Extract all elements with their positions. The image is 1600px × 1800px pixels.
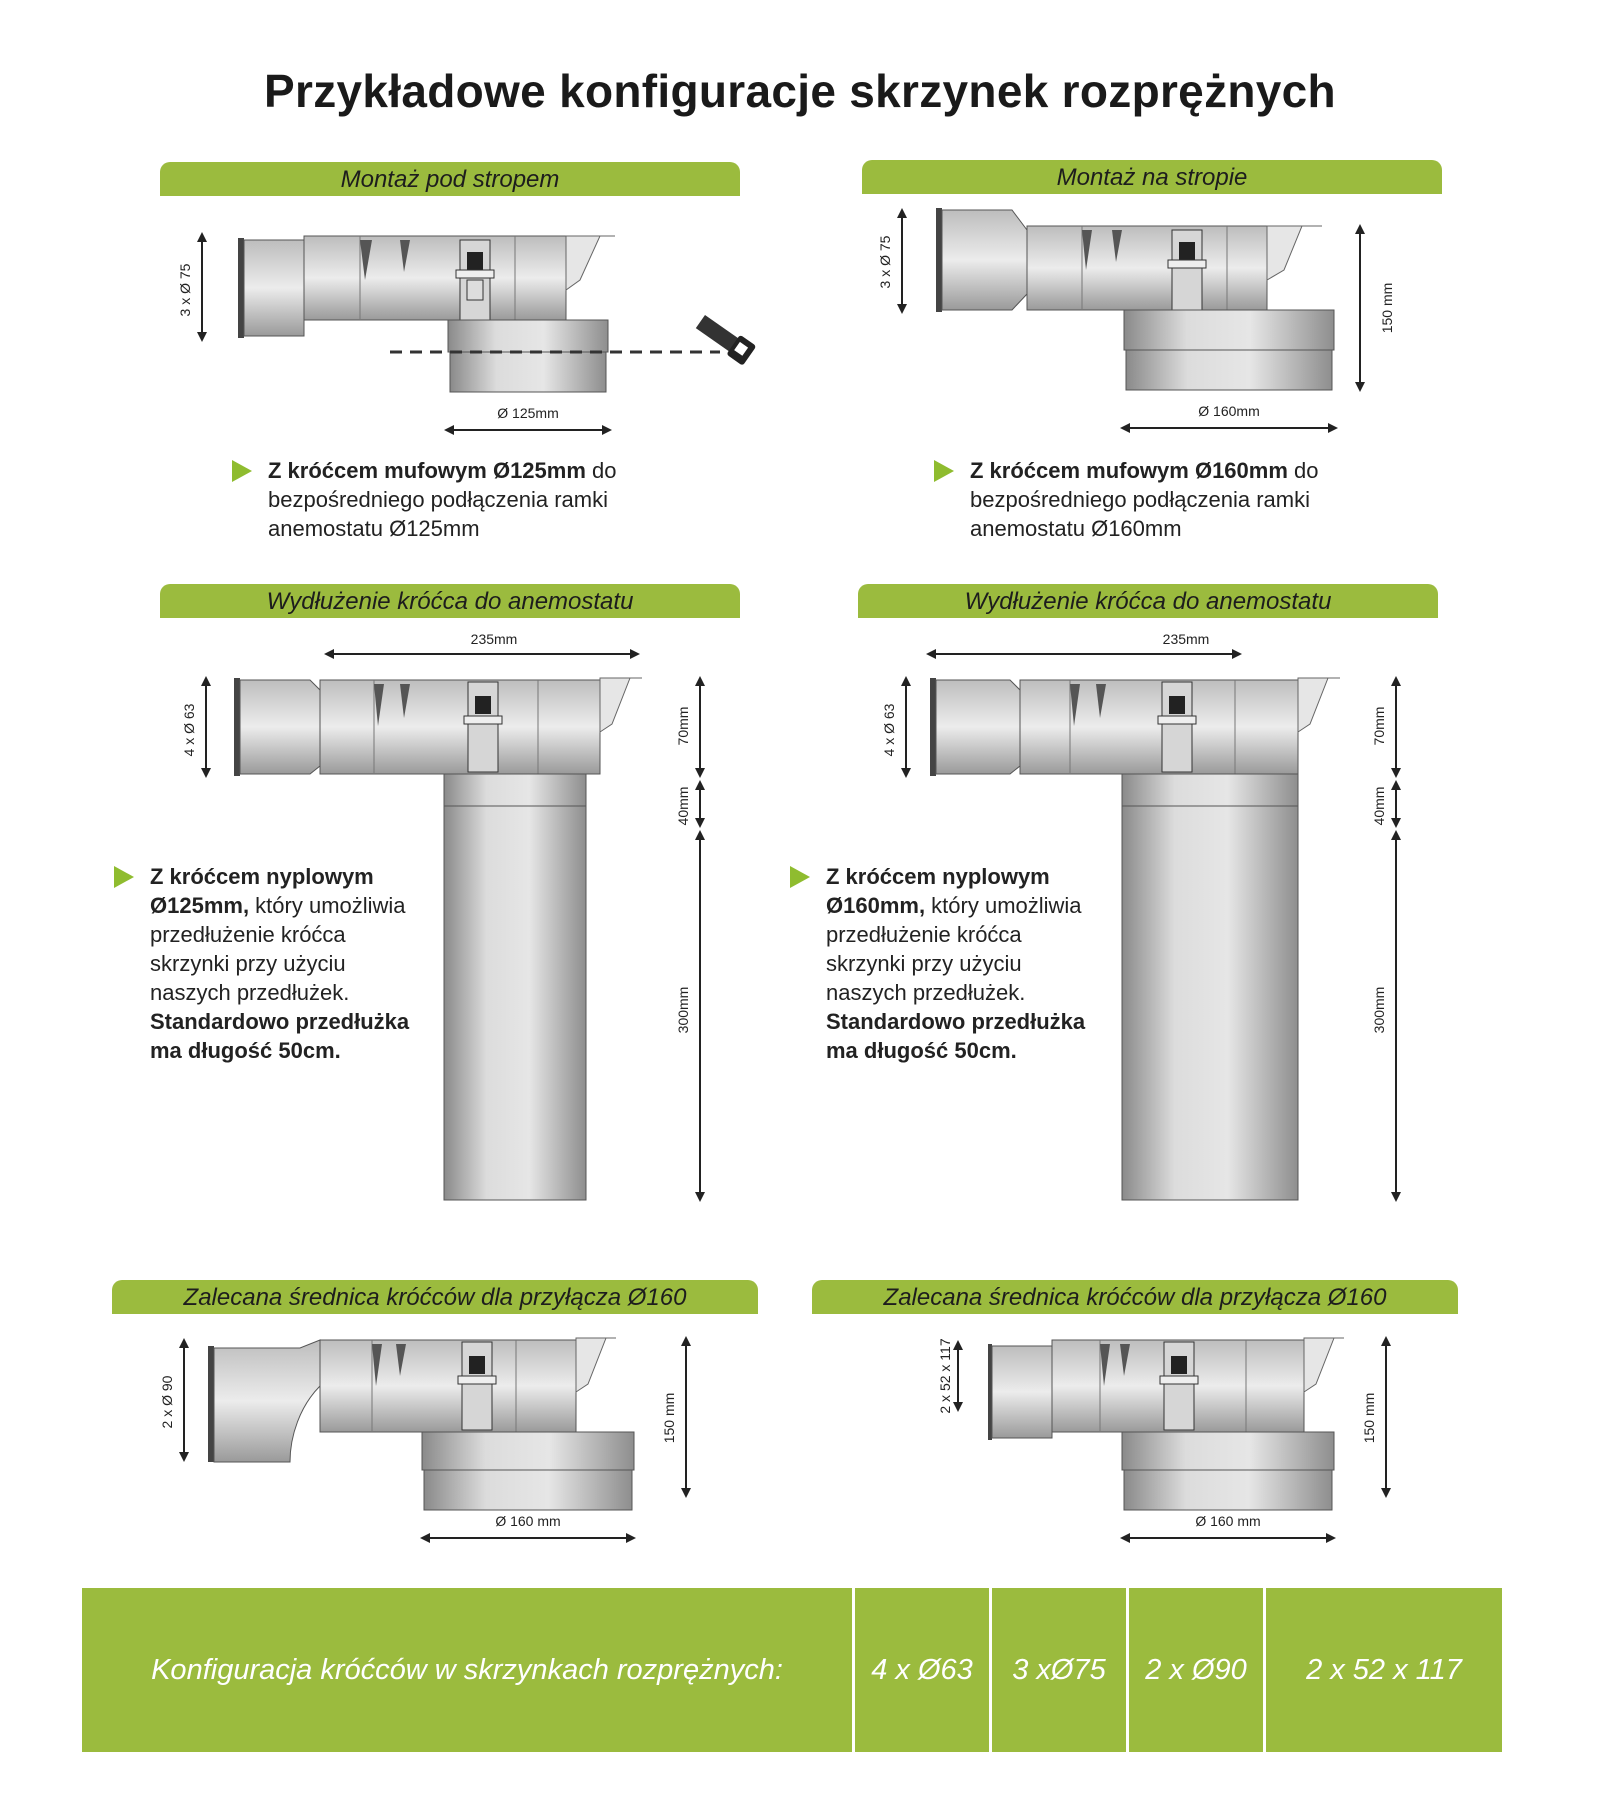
inlet-flange — [238, 238, 244, 338]
outlet-upper — [444, 774, 586, 806]
h2-label: 40mm — [675, 786, 691, 826]
inlet-label: 2 x 52 x 117 — [937, 1338, 953, 1414]
diameter-label: Ø 125mm — [497, 405, 559, 421]
outlet-lower — [1124, 1470, 1332, 1510]
bullet-under-ceiling: Z króćcem mufowym Ø125mm do bezpośredniego podłączenia ramki anemostatu Ø125mm — [232, 456, 672, 546]
bullet-on-ceiling: Z króćcem mufowym Ø160mm do bezpośredniego podłączenia ramki anemostatu Ø160mm — [934, 456, 1374, 546]
footer-label: Konfiguracja króćców w skrzynkach rozprężnych: — [82, 1588, 852, 1752]
banner-recommended-right: Zalecana średnica króćców dla przyłącza Ø160 — [812, 1280, 1458, 1314]
banner-recommended-left: Zalecana średnica króćców dla przyłącza Ø160 — [112, 1280, 758, 1314]
banner-under-ceiling: Montaż pod stropem — [160, 162, 740, 196]
plenum-box — [320, 680, 600, 774]
h1-label: 70mm — [1371, 706, 1387, 746]
footer-option: 2 x Ø90 — [1129, 1588, 1263, 1752]
outlet-upper — [1122, 1432, 1334, 1470]
banner-extension-right: Wydłużenie króćca do anemostatu — [858, 584, 1438, 618]
bullet-arrow-icon — [790, 866, 810, 888]
extension-pipe — [1122, 806, 1298, 1200]
page-title: Przykładowe konfiguracje skrzynek rozprężnych — [264, 65, 1336, 117]
footer-option: 3 xØ75 — [992, 1588, 1126, 1752]
h1-label: 70mm — [675, 706, 691, 746]
height-label: 150 mm — [1379, 282, 1395, 334]
outlet-lower — [1126, 350, 1332, 390]
footer-option: 2 x 52 x 117 — [1266, 1588, 1502, 1752]
diameter-label: Ø 160 mm — [495, 1513, 561, 1529]
h3-label: 300mm — [675, 986, 691, 1034]
plenum-box — [1027, 226, 1267, 310]
bullet-arrow-icon — [934, 460, 954, 482]
outlet-upper — [1122, 774, 1298, 806]
height-label: 150 mm — [1361, 1392, 1377, 1444]
banner-extension-left: Wydłużenie króćca do anemostatu — [160, 584, 740, 618]
bullet-arrow-icon — [232, 460, 252, 482]
diagram-on-ceiling — [862, 196, 1422, 446]
outlet-upper — [422, 1432, 634, 1470]
diameter-label: Ø 160 mm — [1195, 1513, 1261, 1529]
config-footer — [82, 1588, 1502, 1752]
height-label: 150 mm — [661, 1392, 677, 1444]
inlet-label: 4 x Ø 63 — [181, 703, 197, 757]
extension-pipe — [444, 806, 586, 1200]
h3-label: 300mm — [1371, 986, 1387, 1034]
outlet-lower — [450, 352, 606, 392]
inlet-label: 3 x Ø 75 — [177, 263, 193, 317]
plenum-box — [1020, 680, 1298, 774]
outlet-upper — [448, 320, 608, 352]
inlet-label: 3 x Ø 75 — [877, 235, 893, 289]
inlet-label: 2 x Ø 90 — [159, 1375, 175, 1429]
diagram-recommended-left — [140, 1326, 740, 1556]
diagram-recommended-right — [920, 1326, 1480, 1556]
outlet-lower — [424, 1470, 632, 1510]
banner-on-ceiling: Montaż na stropie — [862, 160, 1442, 194]
outlet-upper — [1124, 310, 1334, 350]
width-label: 235mm — [1162, 631, 1210, 647]
footer-option: 4 x Ø63 — [855, 1588, 989, 1752]
h2-label: 40mm — [1371, 786, 1387, 826]
diagram-under-ceiling — [160, 200, 760, 440]
plenum-box — [304, 236, 566, 320]
saw-icon — [694, 312, 757, 366]
inlet-label: 4 x Ø 63 — [881, 703, 897, 757]
bullet-extension-left: Z króćcem nyplowym Ø125mm, który umożliwia przedłużenie króćca skrzynki przy użyciu naszych przedłużek. Standardowo przedłużka ma długość 50cm. — [114, 862, 454, 1072]
diameter-label: Ø 160mm — [1198, 403, 1260, 419]
bullet-arrow-icon — [114, 866, 134, 888]
bullet-extension-right: Z króćcem nyplowym Ø160mm, który umożliwia przedłużenie króćca skrzynki przy użyciu naszych przedłużek. Standardowo przedłużka ma długość 50cm. — [790, 862, 1130, 1072]
width-label: 235mm — [470, 631, 518, 647]
plenum-box — [320, 1340, 576, 1432]
